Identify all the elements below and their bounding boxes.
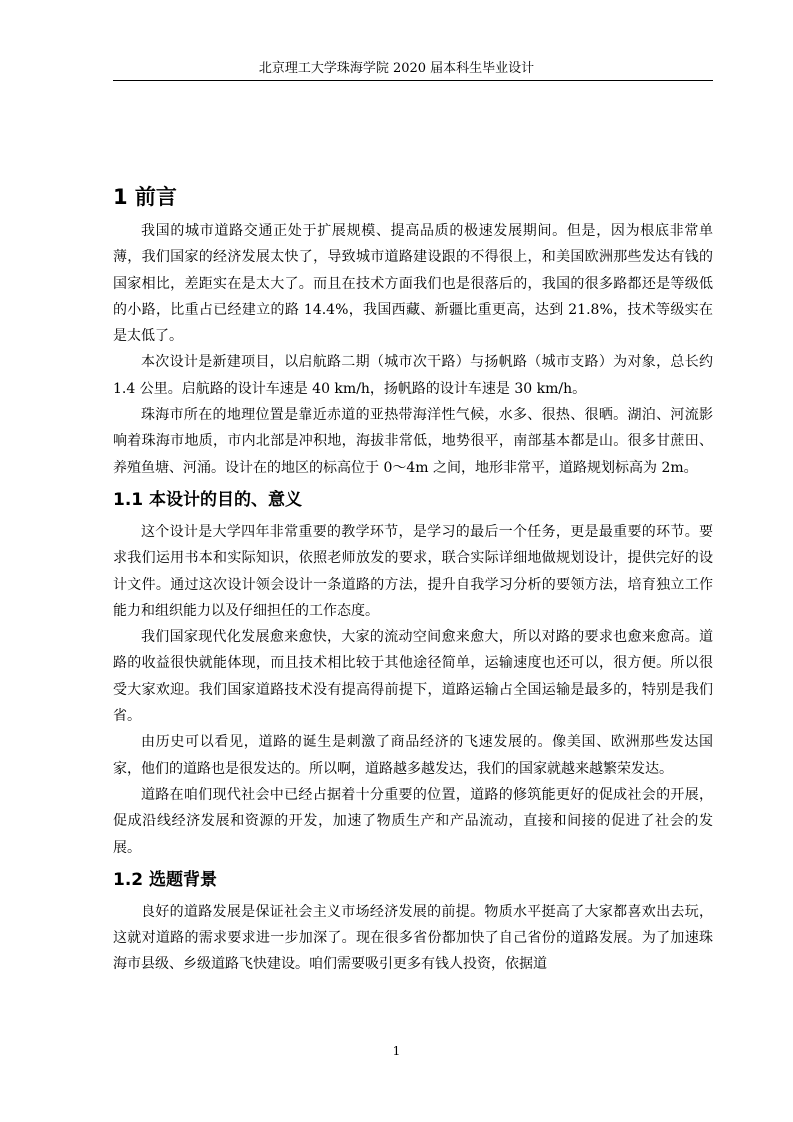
section-heading-background: 1.2 选题背景	[113, 869, 218, 890]
paragraph: 本次设计是新建项目，以启航路二期（城市次干路）与扬帆路（城市支路）为对象，总长约 1.4 公里。启航路的设计车速是 40 km/h，扬帆路的设计车速是 30 km/h。	[113, 354, 713, 397]
paragraph: 我们国家现代化发展愈来愈快，大家的流动空间愈来愈大，所以对路的要求也愈来愈高。道路的收益很快就能体现，而且技术相比较于其他途径简单，运输速度也还可以，很方便。所以很受大家欢迎。我们国家道路技术没有提高得前提下，道路运输占全国运输是最多的，特别是我们省。	[113, 629, 713, 725]
section-heading-purpose: 1.1 本设计的目的、意义	[113, 489, 303, 510]
paragraph: 良好的道路发展是保证社会主义市场经济发展的前提。物质水平挺高了大家都喜欢出去玩，这就对道路的需求要求进一步加深了。现在很多省份都加快了自己省份的道路发展。为了加速珠海市县级、乡级道路飞快建设。咱们需要吸引更多有钱人投资，依据道	[113, 903, 713, 973]
page-number: 1	[392, 1044, 401, 1058]
document-body	[113, 182, 713, 978]
section-heading-preface: 1 前言	[113, 185, 177, 209]
paragraph: 道路在咱们现代社会中已经占据着十分重要的位置，道路的修筑能更好的促成社会的开展，促成沿线经济发展和资源的开发，加速了物质生产和产品流动，直接和间接的促进了社会的发展。	[113, 786, 713, 856]
paragraph: 我国的城市道路交通正处于扩展规模、提高品质的极速发展期间。但是，因为根底非常单薄，我们国家的经济发展太快了，导致城市道路建设跟的不得很上，和美国欧洲那些发达有钱的国家相比，差距实在是太大了。而且在技术方面我们也是很落后的，我国的很多路都还是等级低的小路，比重占已经建立的路 14.4%，我国西藏、新疆比重更高，达到 21.8%，技术等级实在是太低了。	[113, 223, 713, 345]
paragraph: 珠海市所在的地理位置是靠近赤道的亚热带海洋性气候，水多、很热、很晒。湖泊、河流影响着珠海市地质，市内北部是冲积地，海拔非常低，地势很平，南部基本都是山。很多甘蔗田、养殖鱼塘、河涌。设计在的地区的标高位于 0～4m 之间，地形非常平，道路规划标高为 2m。	[113, 407, 713, 476]
page-header: 北京理工大学珠海学院 2020 届本科生毕业设计	[258, 61, 535, 76]
header-divider	[113, 80, 713, 81]
paragraph: 由历史可以看见，道路的诞生是刺激了商品经济的飞速发展的。像美国、欧洲那些发达国家，他们的道路也是很发达的。所以啊，道路越多越发达，我们的国家就越来越繁荣发达。	[113, 734, 713, 777]
paragraph: 这个设计是大学四年非常重要的教学环节，是学习的最后一个任务，更是最重要的环节。要求我们运用书本和实际知识，依照老师放发的要求，联合实际详细地做规划设计，提供完好的设计文件。通过这次设计领会设计一条道路的方法，提升自我学习分析的要领方法，培育独立工作能力和组织能力以及仔细担任的工作态度。	[113, 523, 713, 619]
